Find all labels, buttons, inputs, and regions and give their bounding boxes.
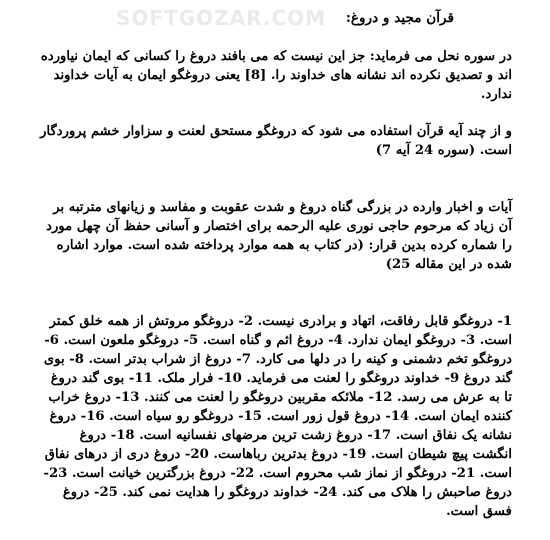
paragraph-spacer [40, 104, 512, 122]
paragraph-spacer [40, 274, 512, 312]
paragraph-numbered-list: 1- دروغگو قابل رفاقت، اتهاد و برادری نیست. 2- دروغگو مروتش از همه خلق کمتر است. 3- دروغگو ایمان ندارد. 4- دروغ اثم و گناه است. 5- دروغگو ملعون است. 6- دروغگو تخم دشمنی و کینه را در دلها می کارد. 7- دروغ از شراب بدتر است. 8- بوی گند دروغ 9- خداوند دروغگو را لعنت می فرماید. 10- فرار ملک. 11- بوی گند دروغ تا به عرش می رسد. 12- ملائکه مقربین دروغگو را لعنت می کنند. 13- دروغ خراب کننده ایمان است. 14- دروغ قول زور است. 15- دروغگو رو سیاه است. 16- دروغ نشانه یک نفاق است. 17- دروغ زشت ترین مرضهای نفسانیه است. 18- دروغ انگشت پیچ شیطان است. 19- دروغ بدترین رباهاست. 20- دروغ دری از درهای نفاق است. 21- دروغگو از نماز شب محروم است. 22- دروغ بزرگترین خیانت است. 23- دروغ صاحبش را هلاک می کند. 24- خداوند دروغگو را هدایت نمی کند. 25- دروغ فسق است. [43, 314, 512, 519]
watermark: SOFTGOZAR.COM [116, 6, 327, 30]
document-body [40, 8, 512, 521]
paragraph-forty-items: آیات و اخبار وارده در بزرگی گناه دروغ و شدت عقوبت و مفاسد و زیانهای مترتبه بر آن زیاد که مرحوم حاجی نوری علیه الرحمه برای اختصار و آسانی حفظ آن چهل مورد را شماره کرده بدین قرار: (در کتاب به همه موارد پرداخته شده است. موارد اشاره شده در این مقاله 25) [46, 200, 512, 272]
document-title: قرآن مجید و دروغ: [345, 10, 454, 26]
paragraph-nahl-verse: در سوره نحل می فرماید: جز این نیست که می بافند دروغ را کسانی که ایمان نیاورده اند و تصدیق نکرده اند نشانه های خداوند را. [8] یعنی دروغگو ایمان به آیات خداوند ندارد. [40, 49, 512, 102]
paragraph-quran-curse: و از چند آیه قرآن استفاده می شود که دروغگو مستحق لعنت و سزاوار خشم پروردگار است. (سوره 24 آیه 7) [40, 124, 512, 158]
paragraph-spacer [40, 160, 512, 198]
